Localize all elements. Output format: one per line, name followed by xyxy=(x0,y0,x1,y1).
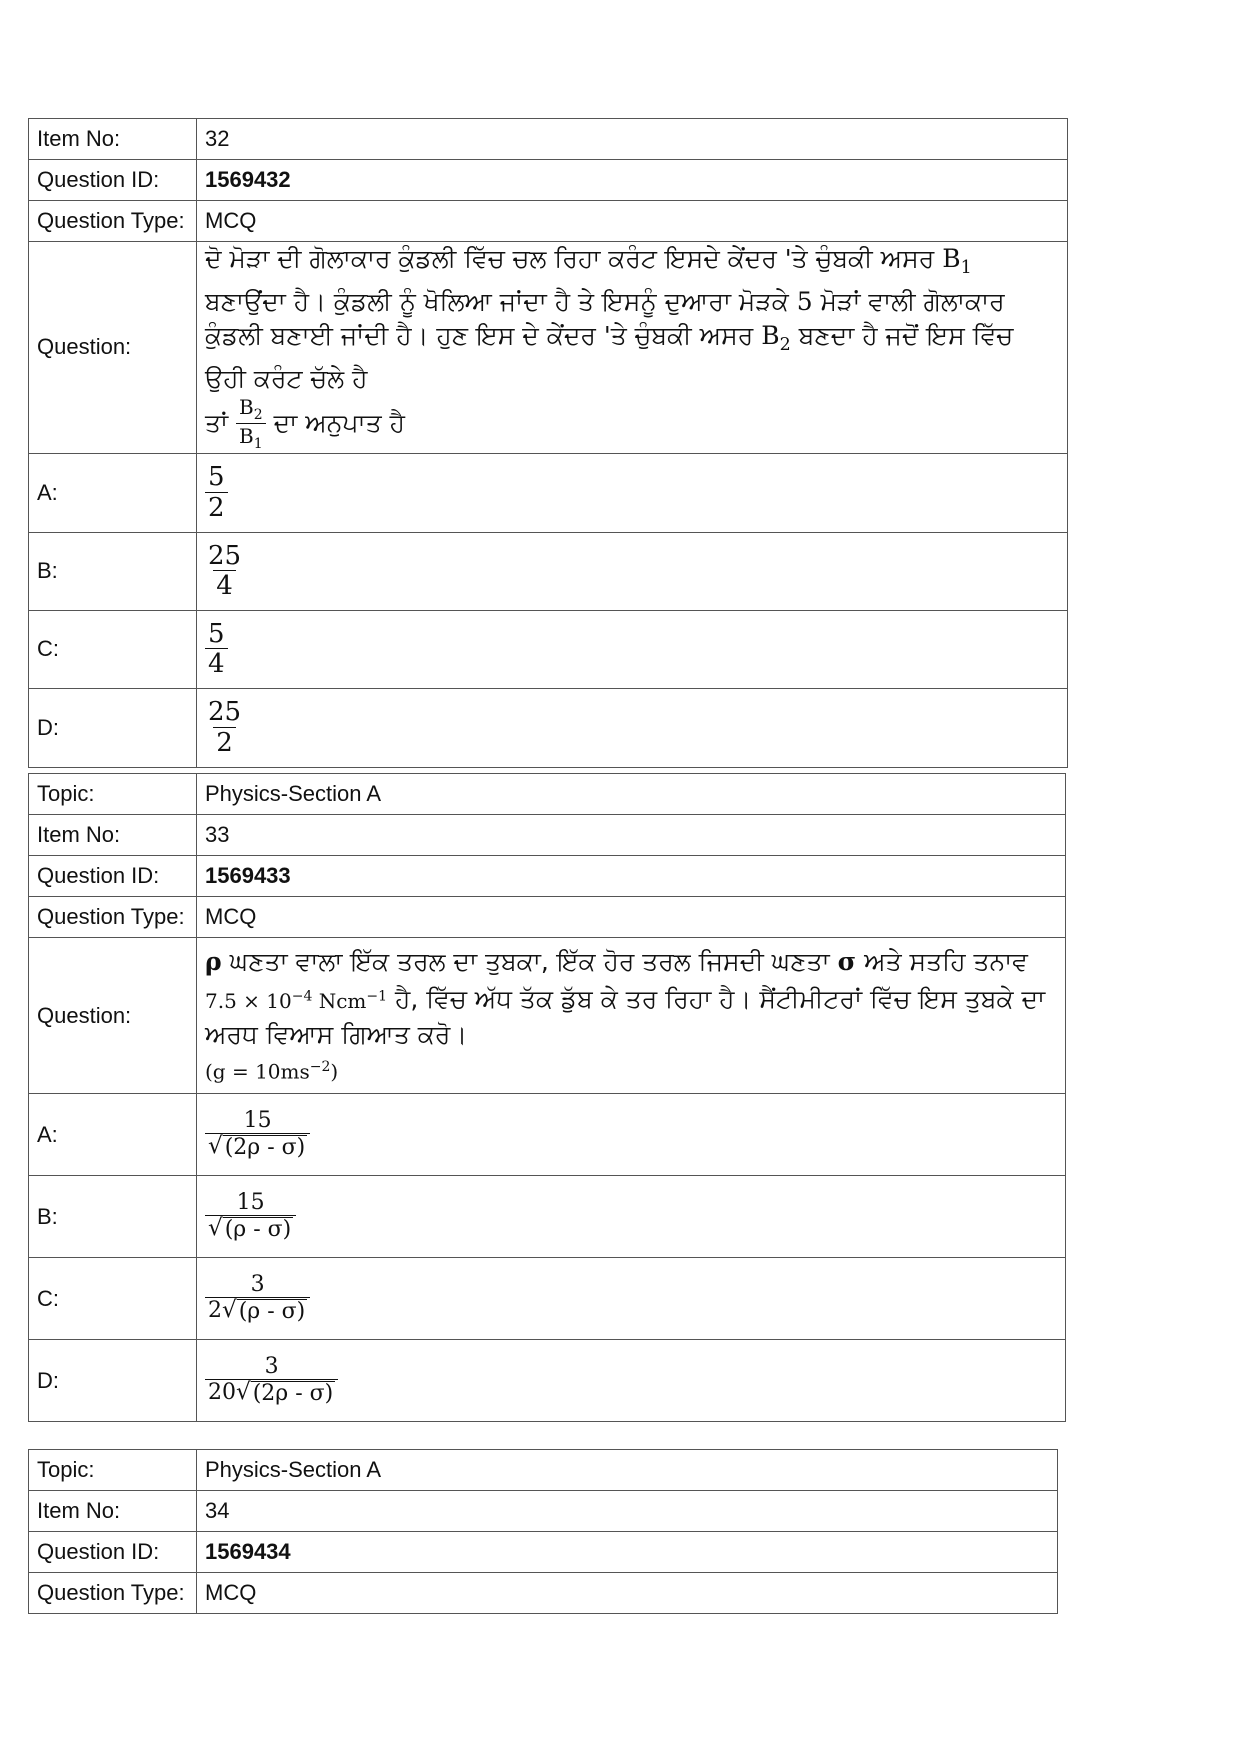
ratio-b2-b1: $\frac{B_2}{B_1}$ xyxy=(236,396,266,453)
sqrt-icon: √ (ρ - σ) xyxy=(208,1215,292,1242)
row-option-c xyxy=(29,1258,1066,1340)
surface-tension-value: $7.5 \times 10^{-4}$ Ncm$^{-1}$ xyxy=(205,987,388,1013)
row-question-id xyxy=(29,160,1068,201)
label-option-b: B: xyxy=(29,532,197,610)
label-question-id: Question ID: xyxy=(29,856,197,897)
fraction: $\frac{25}{4}$ xyxy=(208,540,242,602)
label-option-c: C: xyxy=(29,610,197,688)
option-a[interactable] xyxy=(197,453,1068,532)
label-question-type: Question Type: xyxy=(29,1573,197,1614)
fraction: 3 20 √ (2ρ - σ) xyxy=(205,1355,338,1406)
label-question-id: Question ID: xyxy=(29,160,197,201)
gravity-note: $(g = 10ms^{-2})$ xyxy=(205,1058,339,1084)
value-question-id: 1569433 xyxy=(197,856,1066,897)
row-question-type xyxy=(29,897,1066,938)
value-topic: Physics-Section A xyxy=(197,774,1066,815)
option-c[interactable] xyxy=(197,610,1068,688)
fraction: $\frac{25}{2}$ xyxy=(208,697,242,758)
label-question-type: Question Type: xyxy=(29,897,197,938)
fraction: 3 2 √ (ρ - σ) xyxy=(205,1273,310,1324)
option-a[interactable] xyxy=(197,1094,1066,1176)
row-question-id xyxy=(29,1532,1058,1573)
symbol-b2: $B_2$ xyxy=(761,321,791,355)
label-option-b: B: xyxy=(29,1176,197,1258)
value-question-type: MCQ xyxy=(197,201,1068,242)
label-question-id: Question ID: xyxy=(29,1532,197,1573)
row-option-a xyxy=(29,1094,1066,1176)
row-topic xyxy=(29,1450,1058,1491)
value-question-type: MCQ xyxy=(197,897,1066,938)
sqrt-icon: √ (2ρ - σ) xyxy=(236,1379,334,1406)
question-text xyxy=(197,938,1066,1094)
value-item-no: 34 xyxy=(197,1491,1058,1532)
question-body: ਦੋ ਮੋੜਾ ਦੀ ਗੋਲਾਕਾਰ ਕੁੰਡਲੀ ਵਿੱਚ ਚਲ ਰਿਹਾ ਕਰੰਟ ਇਸਦੇ ਕੇਂਦਰ 'ਤੇ ਚੁੰਬਕੀ ਅਸਰ $B_1$ ਬਣਾਉਂਦਾ ਹੈ। ਕੁੰਡਲੀ ਨੂੰ ਖੋਲਿਆ ਜਾਂਦਾ ਹੈ ਤੇ ਇਸਨੂੰ ਦੁਆਰਾ ਮੋੜਕੇ 5 ਮੋੜਾਂ ਵਾਲੀ ਗੋਲਾਕਾਰ ਕੁੰਡਲੀ ਬਣਾਈ ਜਾਂਦੀ ਹੈ। ਹੁਣ ਇਸ ਦੇ ਕੇਂਦਰ 'ਤੇ ਚੁੰਬਕੀ ਅਸਰ $B_2$ ਬਣਦਾ ਹੈ ਜਦੋਂ ਇਸ ਵਿੱਚ ਉਹੀ ਕਰੰਟ ਚੱਲੇ ਹੈ ਤਾਂ $\frac{B_2}{B_1}$ ਦਾ ਅਨੁਪਾਤ ਹੈ xyxy=(205,244,1014,453)
label-option-a: A: xyxy=(29,453,197,532)
option-c[interactable] xyxy=(197,1258,1066,1340)
question-text xyxy=(197,242,1068,454)
row-item-no xyxy=(29,1491,1058,1532)
value-topic: Physics-Section A xyxy=(197,1450,1058,1491)
row-question xyxy=(29,938,1066,1094)
label-topic: Topic: xyxy=(29,774,197,815)
label-item-no: Item No: xyxy=(29,815,197,856)
label-question: Question: xyxy=(29,938,197,1094)
sqrt-icon: √ (2ρ - σ) xyxy=(208,1133,306,1160)
row-item-no xyxy=(29,815,1066,856)
value-question-id: 1569434 xyxy=(197,1532,1058,1573)
fraction: $\frac{5}{2}$ xyxy=(205,463,228,522)
symbol-b1: $B_1$ xyxy=(942,244,972,278)
sqrt-icon: √ (ρ - σ) xyxy=(222,1297,306,1324)
option-b[interactable] xyxy=(197,532,1068,610)
label-topic: Topic: xyxy=(29,1450,197,1491)
question-body: ρ ਘਣਤਾ ਵਾਲਾ ਇੱਕ ਤਰਲ ਦਾ ਤੁਬਕਾ, ਇੱਕ ਹੋਰ ਤਰਲ ਜਿਸਦੀ ਘਣਤਾ σ ਅਤੇ ਸਤਹਿ ਤਨਾਵ $7.5 \times 10^{-4}$ Ncm$^{-1}$ ਹੈ, ਵਿੱਚ ਅੱਧ ਤੱਕ ਡੁੱਬ ਕੇ ਤਰ ਰਿਹਾ ਹੈ। ਸੈਂਟੀਮੀਟਰਾਂ ਵਿੱਚ ਇਸ ਤੁਬਕੇ ਦਾ ਅਰਧ ਵਿਆਸ ਗਿਆਤ ਕਰੋ। xyxy=(205,946,1046,1049)
row-topic xyxy=(29,774,1066,815)
row-item-no xyxy=(29,119,1068,160)
value-question-id: 1569432 xyxy=(197,160,1068,201)
option-d[interactable] xyxy=(197,688,1068,767)
row-option-b xyxy=(29,1176,1066,1258)
row-option-d xyxy=(29,1340,1066,1422)
row-question xyxy=(29,242,1068,454)
question-table-33 xyxy=(28,773,1066,1422)
fraction: 15 √ (ρ - σ) xyxy=(205,1191,296,1242)
option-b[interactable] xyxy=(197,1176,1066,1258)
fraction: 15 √ (2ρ - σ) xyxy=(205,1109,310,1160)
value-item-no: 32 xyxy=(197,119,1068,160)
row-option-d xyxy=(29,688,1068,767)
value-question-type: MCQ xyxy=(197,1573,1058,1614)
label-option-a: A: xyxy=(29,1094,197,1176)
fraction: $\frac{5}{4}$ xyxy=(205,620,228,679)
row-option-b xyxy=(29,532,1068,610)
value-item-no: 33 xyxy=(197,815,1066,856)
row-question-type xyxy=(29,201,1068,242)
question-table-34 xyxy=(28,1449,1058,1614)
row-question-id xyxy=(29,856,1066,897)
row-option-a xyxy=(29,453,1068,532)
row-question-type xyxy=(29,1573,1058,1614)
option-d[interactable] xyxy=(197,1340,1066,1422)
label-item-no: Item No: xyxy=(29,119,197,160)
question-table-32 xyxy=(28,118,1068,768)
label-question-type: Question Type: xyxy=(29,201,197,242)
label-option-d: D: xyxy=(29,688,197,767)
row-option-c xyxy=(29,610,1068,688)
label-item-no: Item No: xyxy=(29,1491,197,1532)
label-question: Question: xyxy=(29,242,197,454)
label-option-c: C: xyxy=(29,1258,197,1340)
label-option-d: D: xyxy=(29,1340,197,1422)
